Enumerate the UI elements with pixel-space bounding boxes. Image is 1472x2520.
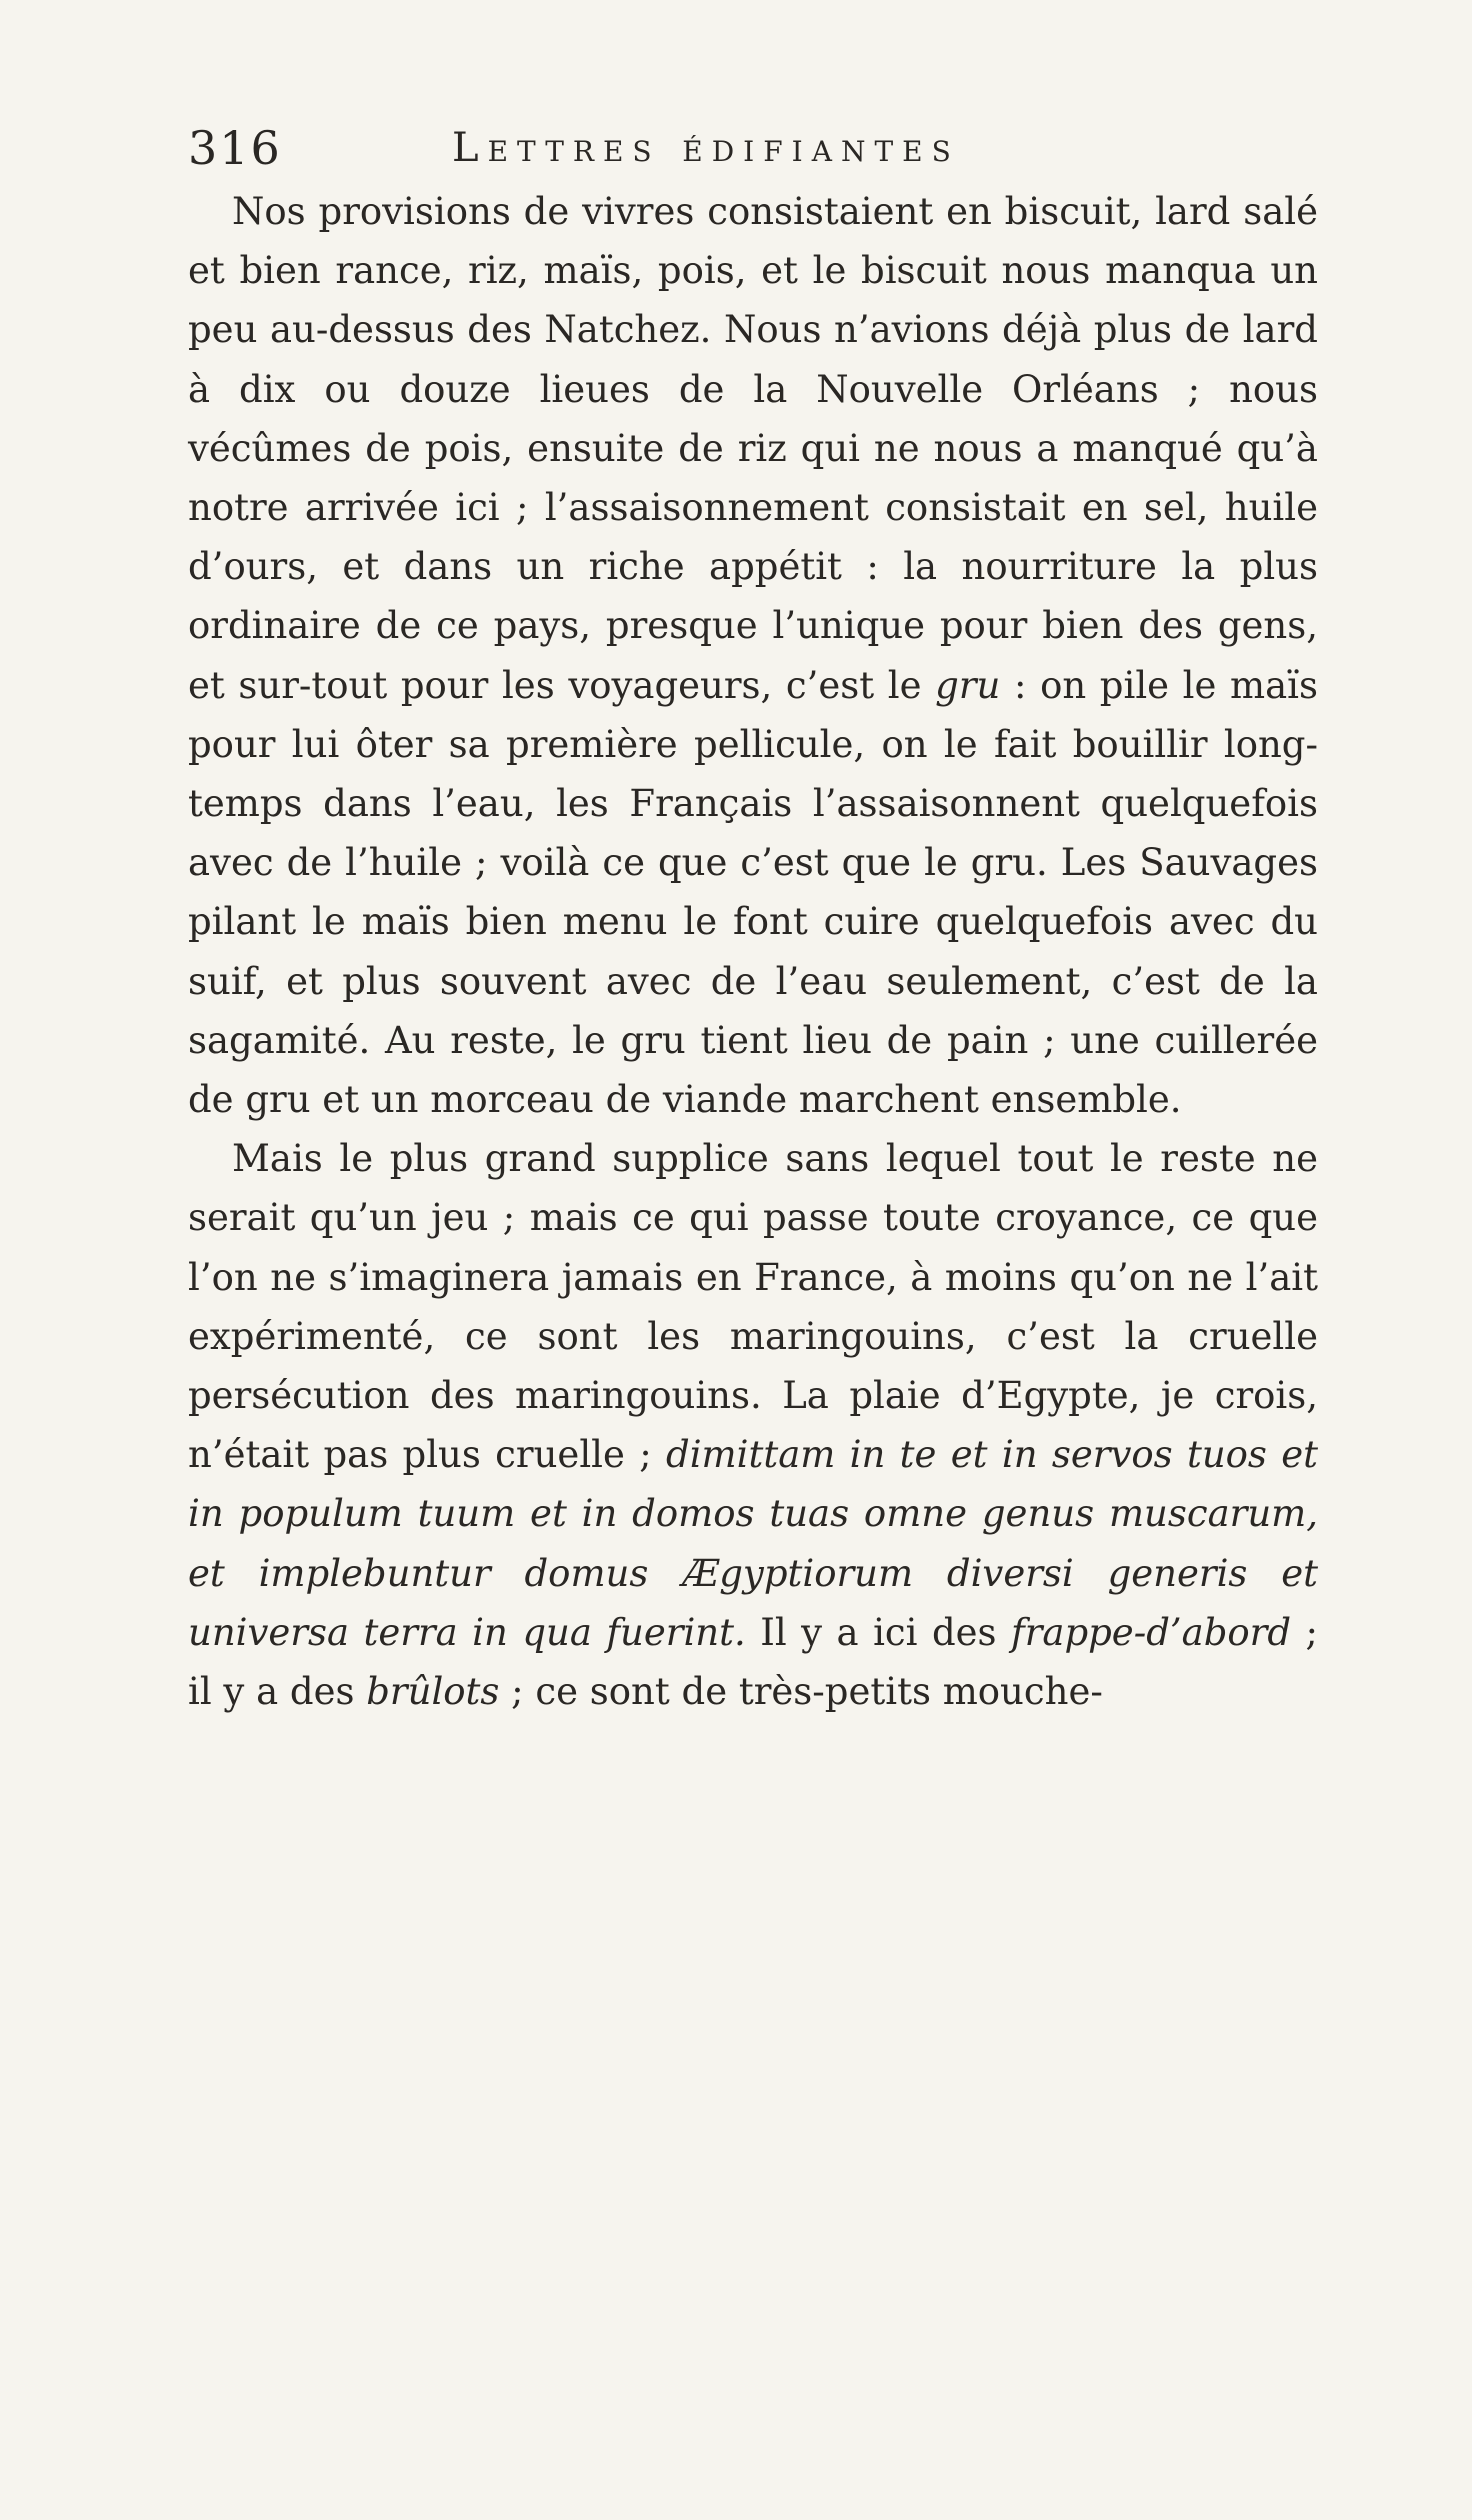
- page-number: 316: [188, 121, 282, 175]
- running-title: Lettres édifiantes: [452, 125, 960, 171]
- italic-term-gru: gru: [935, 663, 1001, 707]
- paragraph: [188, 182, 1318, 1129]
- text-segment: Il y a ici des: [745, 1610, 1011, 1654]
- body-text: [188, 182, 1318, 1721]
- text-segment: Mais le plus grand supplice sans lequel tout le reste ne serait qu’un jeu ; mais ce qui passe toute croyance, ce que l’on ne s’imaginera jamais en France, à moins qu’on ne l’ait expérimenté, ce sont les maringouins, c’est la cruelle persécution des maringouins. La plaie d’Egypte, je crois, n’était pas plus cruelle ;: [188, 1137, 1318, 1477]
- text-segment: ; ce sont de très-petits mouche-: [499, 1670, 1103, 1714]
- paragraph: [188, 1129, 1318, 1721]
- text-segment: ; il y a des: [188, 1610, 1319, 1714]
- page-header: [188, 116, 1318, 180]
- italic-term-brulots: brûlots: [366, 1670, 500, 1714]
- text-segment: : on pile le maïs pour lui ôter sa première pellicule, on le fait bouillir long-temps dans l’eau, les Français l’assaisonnent quelquefois avec de l’huile ; voilà ce que c’est que le gru. Les Sauvages pilant le maïs bien menu le font cuire quelquefois avec du suif, et plus souvent avec de l’eau seulement, c’est de la sagamité. Au reste, le gru tient lieu de pain ; une cuillerée de gru et un morceau de viande marchent ensemble.: [188, 663, 1319, 1122]
- latin-quotation: dimittam in te et in servos tuos et in populum tuum et in domos tuas omne genus muscarum, et implebuntur domus Ægyptiorum diversi generis et universa terra in qua fuerint.: [188, 1433, 1319, 1654]
- italic-term-frappe-dabord: frappe-d’abord: [1011, 1610, 1292, 1654]
- text-segment: Nos provisions de vivres consistaient en biscuit, lard salé et bien rance, riz, maïs, pois, et le biscuit nous manqua un peu au-dessus des Natchez. Nous n’avions déjà plus de lard à dix ou douze lieues de la Nouvelle Orléans ; nous vécûmes de pois, ensuite de riz qui ne nous a manqué qu’à notre arrivée ici ; l’assaisonnement consistait en sel, huile d’ours, et dans un riche appétit : la nourriture la plus ordinaire de ce pays, presque l’unique pour bien des gens, et sur-tout pour les voyageurs, c’est le: [188, 190, 1318, 707]
